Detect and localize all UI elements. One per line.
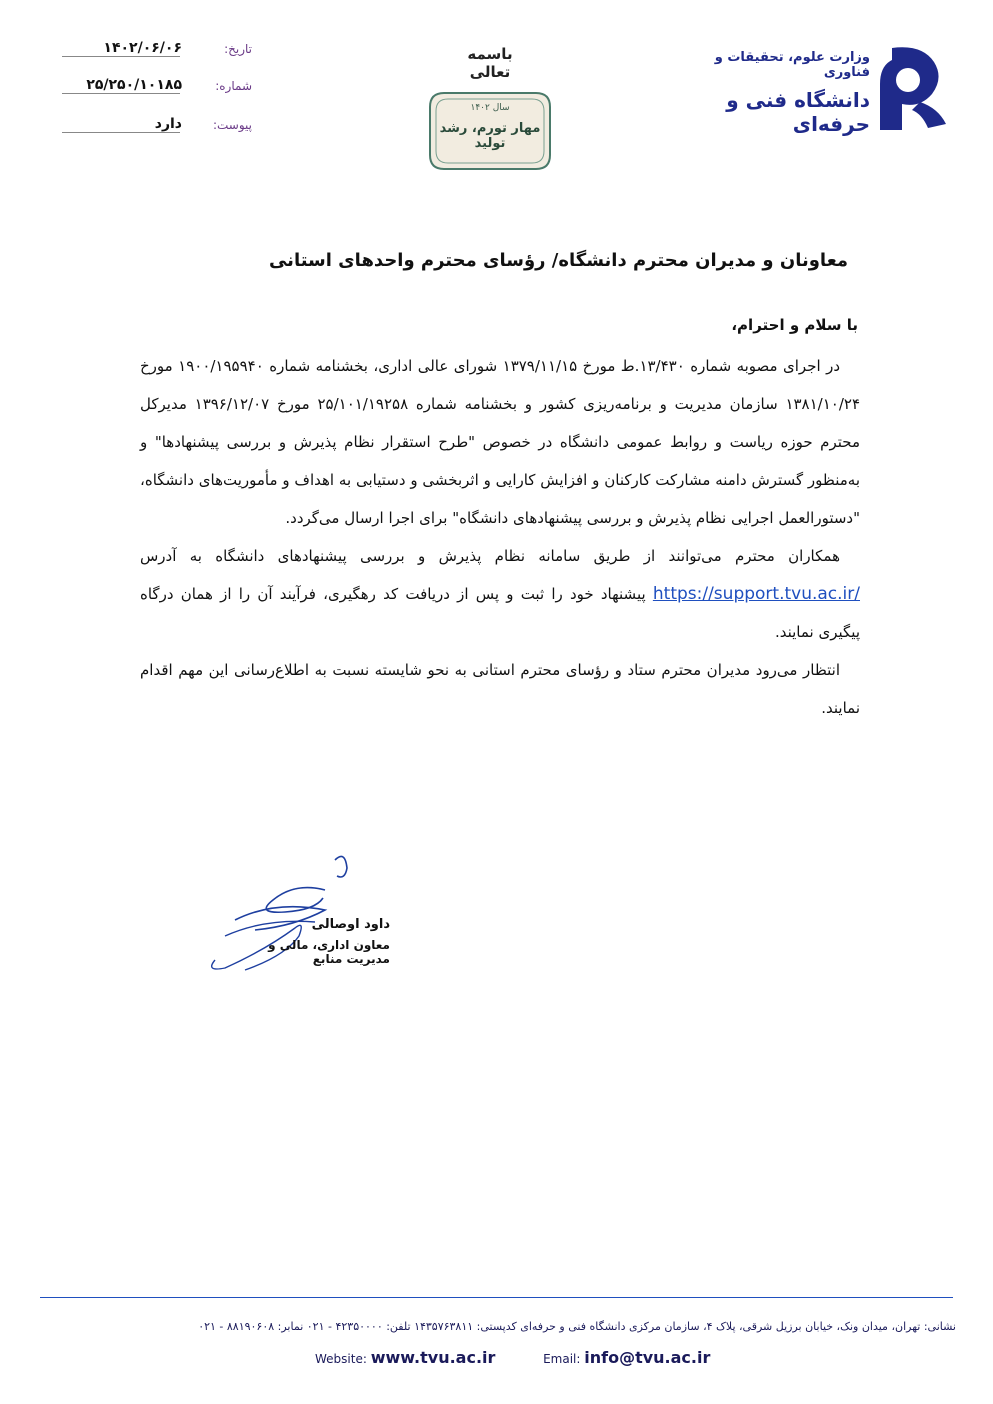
ministry-name: وزارت علوم، تحقیقات و فناوری xyxy=(714,50,870,80)
signatory-name: داود اوصالی xyxy=(311,917,390,932)
footer-divider xyxy=(40,1297,953,1298)
university-logo-icon xyxy=(872,44,952,132)
paragraph-1: در اجرای مصوبه شماره ۱۳/۴۳۰.ط مورخ ۱۳۷۹/۱۱/۱۵ شورای عالی اداری، بخشنامه شماره ۱۹۰۰/۱۹۵۹۴۰ مورخ ۱۳۸۱/۱۰/۲۴ سازمان مدیریت و برنامه‌ریزی کشور و بخشنامه شماره ۲۵/۱۰۱/۱۹۲۵۸ مورخ ۱۳۹۶/۱۲/۰۷ مدیرکل محترم حوزه ریاست و روابط عمومی دانشگاه در خصوص "طرح استقرار نظام پذیرش و بررسی پیشنهادها" و به‌منظور گسترش دامنه مشارکت کارکنان و افزایش کارایی و اثربخشی و دستیابی به اهداف و مأموریت‌های دانشگاه، "دستورالعمل اجرایی نظام پذیرش و بررسی پیشنهادهای دانشگاه" برای اجرا ارسال می‌گردد. xyxy=(140,357,860,527)
footer-contact xyxy=(315,1348,710,1367)
number-row xyxy=(62,77,252,99)
date-underline xyxy=(62,56,180,57)
paragraph-2-end: پیشنهاد خود را ثبت و پس از دریافت کد رهگیری، فرآیند آن را از همان درگاه پیگیری نمایند. xyxy=(140,585,860,641)
attachment-underline xyxy=(62,132,180,133)
salutation: معاونان و مدیران محترم دانشگاه/ رؤسای محترم واحدهای استانی xyxy=(268,250,848,271)
number-value: ۲۵/۲۵۰/۱۰۱۸۵ xyxy=(86,77,182,93)
attachment-value: دارد xyxy=(154,116,182,132)
university-header xyxy=(700,50,870,136)
greeting: با سلام و احترام، xyxy=(731,316,858,334)
paragraph-3: انتظار می‌رود مدیران محترم ستاد و رؤسای محترم استانی به نحو شایسته نسبت به اطلاع‌رسانی این مهم اقدام نمایند. xyxy=(140,661,860,717)
footer-address: نشانی: تهران، میدان ونک، خیابان برزیل شرقی، پلاک ۴، سازمان مرکزی دانشگاه فنی و حرفه‌ای کدپستی: ۱۴۳۵۷۶۳۸۱۱ تلفن: ۴۲۳۵۰۰۰۰ - ۰۲۱ نمابر: ۸۸۱۹۰۶۰۸ - ۰۲۱ xyxy=(198,1320,956,1333)
email-label: Email: xyxy=(543,1352,581,1366)
email-link[interactable]: info@tvu.ac.ir xyxy=(584,1348,711,1367)
attachment-label: پیوست: xyxy=(212,118,252,132)
university-name: دانشگاه فنی و حرفه‌ای xyxy=(726,88,870,136)
number-underline xyxy=(62,93,180,94)
paragraph-2-start: همکاران محترم می‌توانند از طریق سامانه نظام پذیرش و بررسی پیشنهادهای دانشگاه به آدرس xyxy=(140,547,840,565)
number-label: شماره: xyxy=(215,79,252,93)
date-value: ۱۴۰۲/۰۶/۰۶ xyxy=(103,40,182,56)
paragraph-2 xyxy=(140,537,860,651)
signatory-title: معاون اداری، مالی و مدیریت منابع xyxy=(268,938,390,966)
website-link[interactable]: www.tvu.ac.ir xyxy=(370,1348,496,1367)
motto-text: مهار تورم، رشد تولید xyxy=(439,121,541,151)
website-label: Website: xyxy=(315,1352,367,1366)
date-row xyxy=(62,40,252,62)
year-motto-emblem xyxy=(420,45,560,175)
date-label: تاریخ: xyxy=(224,42,252,56)
letter-body xyxy=(140,347,860,727)
attachment-row xyxy=(62,116,252,138)
support-link[interactable]: https://support.tvu.ac.ir/ xyxy=(652,584,860,604)
motto-year: سال ۱۴۰۲ xyxy=(470,103,510,113)
bismillah-text: باسمه تعالی xyxy=(467,45,513,81)
